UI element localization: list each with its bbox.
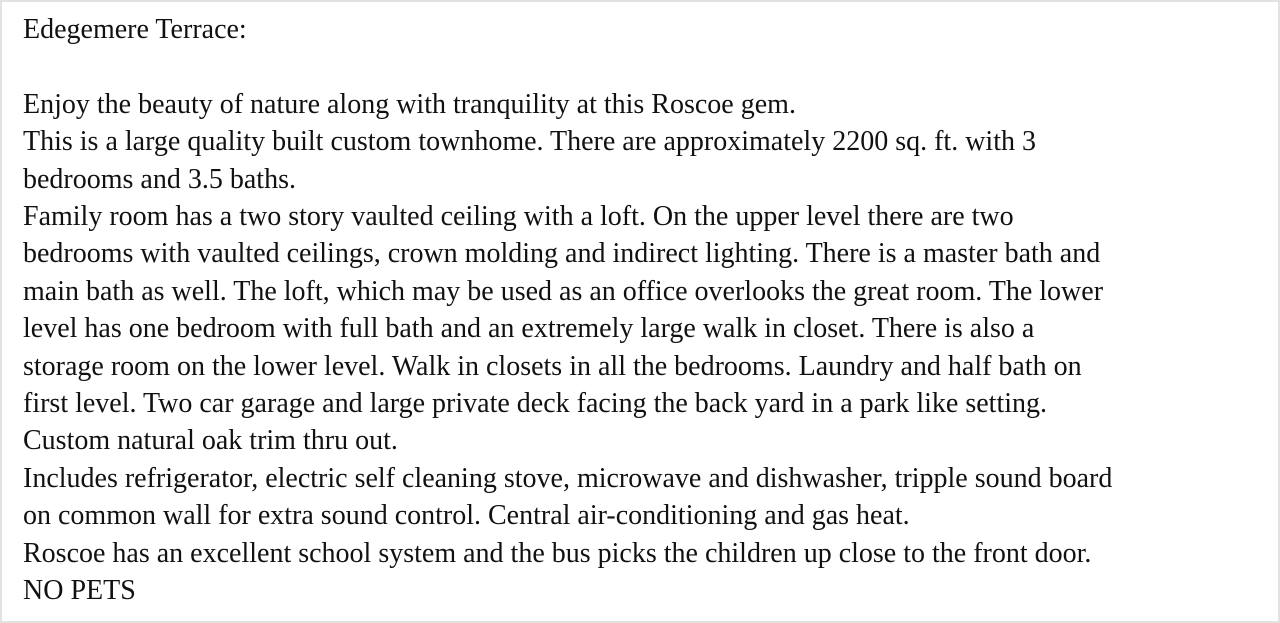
document-line: Custom natural oak trim thru out. <box>23 425 398 457</box>
document-line: Roscoe has an excellent school system and the bus picks the children up close to the front door. <box>23 537 1092 569</box>
document-line: Enjoy the beauty of nature along with tranquility at this Roscoe gem. <box>23 88 796 120</box>
document-line: NO PETS <box>23 575 136 607</box>
document-line: level has one bedroom with full bath and an extremely large walk in closet. There is also a <box>23 313 1035 345</box>
document-line: main bath as well. The loft, which may be used as an office overlooks the great room. The lower <box>23 275 1104 307</box>
blank-line <box>23 48 1260 85</box>
document-line: bedrooms with vaulted ceilings, crown molding and indirect lighting. There is a master bath and <box>23 238 1101 270</box>
document-line: first level. Two car garage and large private deck facing the back yard in a park like setting. <box>23 388 1048 420</box>
document-line: on common wall for extra sound control. Central air-conditioning and gas heat. <box>23 500 910 532</box>
document-line: Family room has a two story vaulted ceiling with a loft. On the upper level there are two <box>23 201 1014 233</box>
document-line: bedrooms and 3.5 baths. <box>23 163 296 195</box>
document-line: Includes refrigerator, electric self cleaning stove, microwave and dishwasher, tripple sound board <box>23 462 1113 494</box>
document-line: storage room on the lower level. Walk in closets in all the bedrooms. Laundry and half bath on <box>23 350 1082 382</box>
document-line: This is a large quality built custom townhome. There are approximately 2200 sq. ft. with 3 <box>23 126 1036 158</box>
document-title: Edegemere Terrace: <box>23 14 247 45</box>
